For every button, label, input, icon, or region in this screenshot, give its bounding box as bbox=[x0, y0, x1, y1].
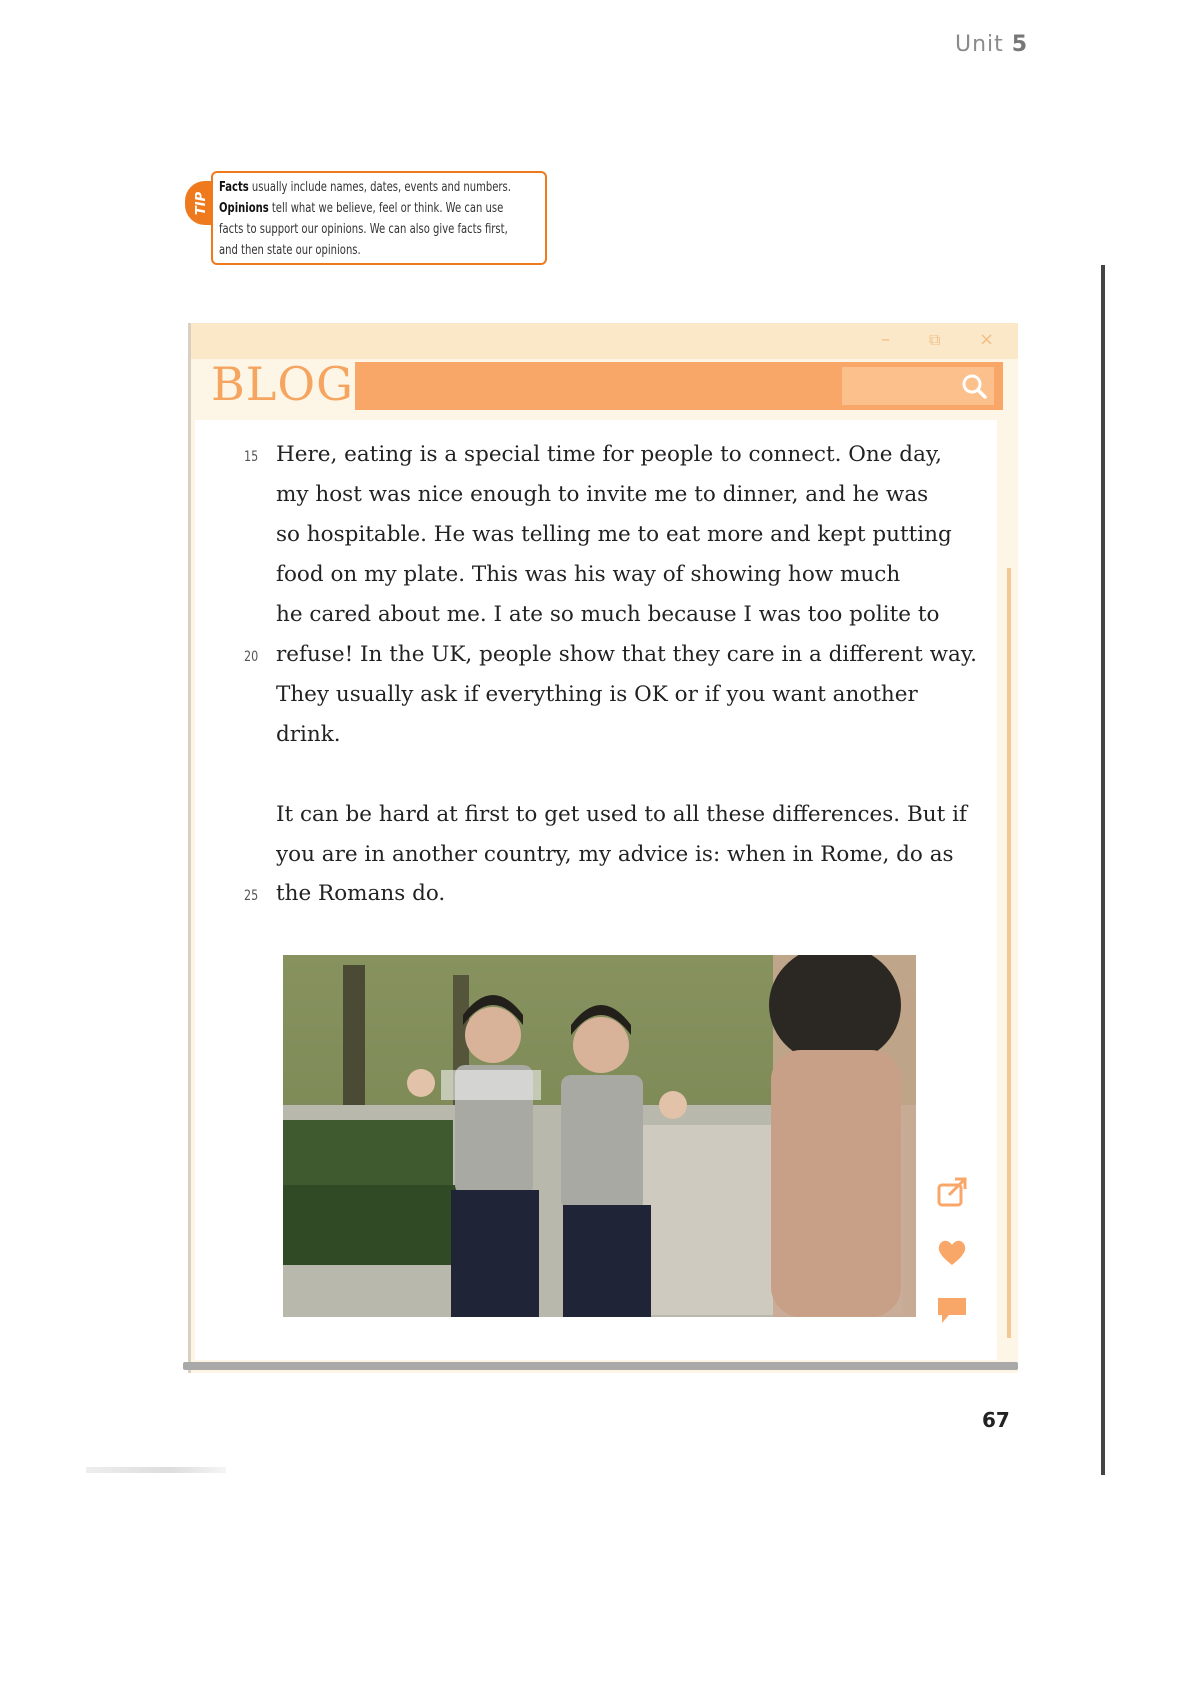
text-line: It can be hard at first to get used to all these differences. But if bbox=[276, 802, 967, 827]
share-icon[interactable] bbox=[935, 1175, 969, 1209]
comment-icon[interactable] bbox=[935, 1293, 969, 1327]
window-titlebar bbox=[191, 323, 1018, 359]
tip-line-1: Facts usually include names, dates, events and numbers. bbox=[219, 180, 511, 195]
unit-label bbox=[955, 32, 1028, 57]
unit-word: Unit bbox=[955, 32, 1004, 57]
line-number: 20 bbox=[244, 649, 259, 665]
line-number: 15 bbox=[244, 449, 259, 465]
tip-box bbox=[185, 171, 550, 269]
tip-line-3: facts to support our opinions. We can also give facts first, bbox=[219, 222, 508, 237]
heart-icon[interactable] bbox=[935, 1235, 969, 1269]
text-line: the Romans do. bbox=[276, 881, 446, 906]
scan-mark bbox=[86, 1467, 226, 1473]
text-line: he cared about me. I ate so much because I was too polite to bbox=[276, 602, 940, 627]
close-button[interactable]: × bbox=[979, 329, 995, 350]
restore-button[interactable]: ⧉ bbox=[929, 330, 941, 349]
text-line: drink. bbox=[276, 722, 341, 747]
unit-number: 5 bbox=[1011, 32, 1029, 57]
search-icon[interactable] bbox=[960, 372, 988, 400]
blog-photo bbox=[283, 955, 916, 1317]
tip-badge: TIP bbox=[185, 181, 219, 225]
text-line: They usually ask if everything is OK or if you want another bbox=[276, 682, 918, 707]
blog-title: BLOG bbox=[211, 357, 354, 411]
page-number: 67 bbox=[982, 1408, 1010, 1432]
text-line: Here, eating is a special time for people to connect. One day, bbox=[276, 442, 943, 467]
tip-line-4: and then state our opinions. bbox=[219, 243, 361, 258]
text-line: food on my plate. This was his way of showing how much bbox=[276, 562, 901, 587]
line-number: 25 bbox=[244, 888, 259, 904]
text-line: so hospitable. He was telling me to eat more and kept putting bbox=[276, 522, 952, 547]
scrollbar[interactable] bbox=[1007, 568, 1011, 1338]
window-bottom-edge bbox=[183, 1362, 1018, 1370]
text-line: my host was nice enough to invite me to dinner, and he was bbox=[276, 482, 929, 507]
text-line: refuse! In the UK, people show that they care in a different way. bbox=[276, 642, 977, 667]
text-line: you are in another country, my advice is: when in Rome, do as bbox=[276, 842, 954, 867]
tip-text bbox=[211, 171, 547, 265]
page-edge bbox=[1101, 265, 1105, 1475]
minimize-button[interactable]: – bbox=[881, 329, 890, 350]
tip-line-2: Opinions tell what we believe, feel or think. We can use bbox=[219, 201, 504, 216]
